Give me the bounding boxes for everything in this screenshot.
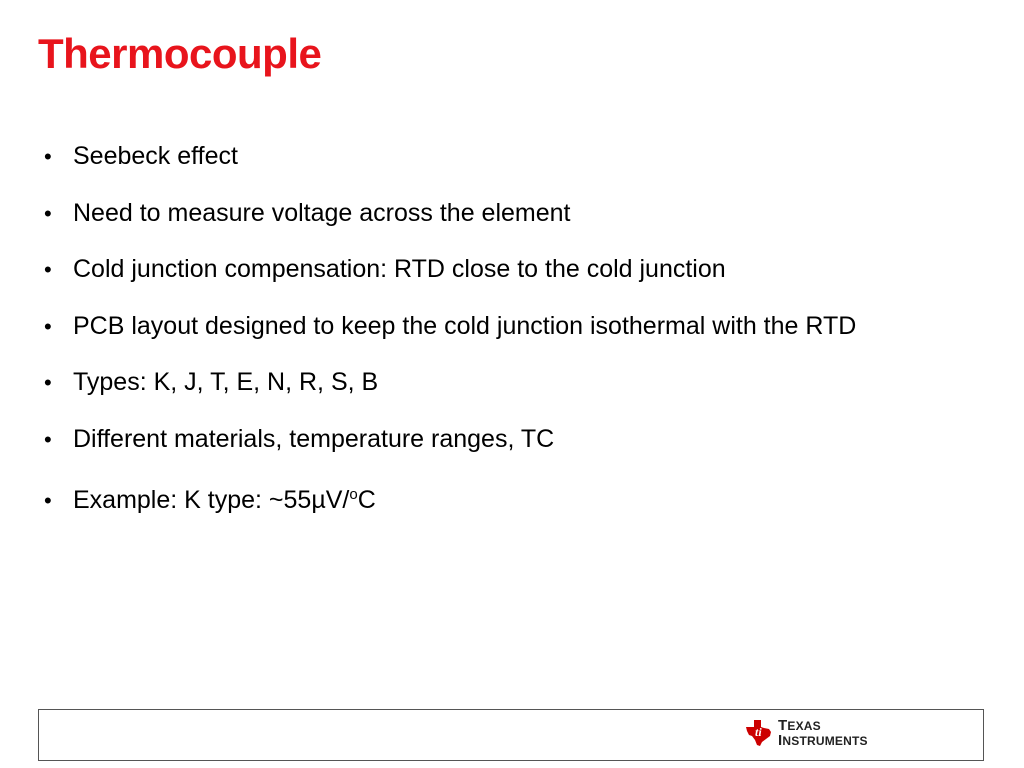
bullet-text-main: Example: K type: ~55µV/ — [73, 486, 350, 514]
bullet-marker: • — [44, 370, 52, 395]
bullet-marker: • — [44, 200, 52, 226]
bullet-item — [44, 197, 856, 254]
bullet-text: Seebeck effect — [73, 142, 238, 170]
bullet-item — [44, 253, 856, 310]
bullet-text-unit: C — [357, 486, 376, 514]
bullet-item — [44, 423, 856, 480]
bullet-marker: • — [44, 144, 52, 169]
bullet-text: Cold junction compensation: RTD close to the cold junction — [73, 255, 726, 283]
bullet-text: PCB layout designed to keep the cold junction isothermal with the RTD — [73, 311, 857, 340]
bullet-marker: • — [44, 313, 52, 339]
bullet-text: Need to measure voltage across the element — [73, 198, 571, 227]
slide-title: Thermocouple — [38, 30, 322, 77]
bullet-item — [44, 140, 856, 197]
bullet-text — [73, 479, 376, 516]
bullet-text: Types: K, J, T, E, N, R, S, B — [73, 368, 379, 396]
bullet-list — [44, 140, 856, 536]
bullet-marker: • — [44, 488, 52, 513]
bullet-marker: • — [44, 426, 52, 452]
ti-logo — [743, 718, 868, 748]
bullet-text: Different materials, temperature ranges, TC — [73, 424, 555, 453]
svg-text:ti: ti — [755, 725, 762, 739]
ti-wordmark — [778, 718, 868, 748]
bullet-item — [44, 310, 856, 367]
bullet-marker: • — [44, 257, 52, 282]
bullet-item — [44, 479, 856, 536]
ti-wordmark-line1: TEXAS — [778, 717, 821, 734]
degree-superscript: o — [349, 486, 358, 503]
texas-state-icon — [743, 718, 773, 748]
ti-wordmark-line2: INSTRUMENTS — [778, 732, 868, 749]
bullet-item — [44, 366, 856, 423]
